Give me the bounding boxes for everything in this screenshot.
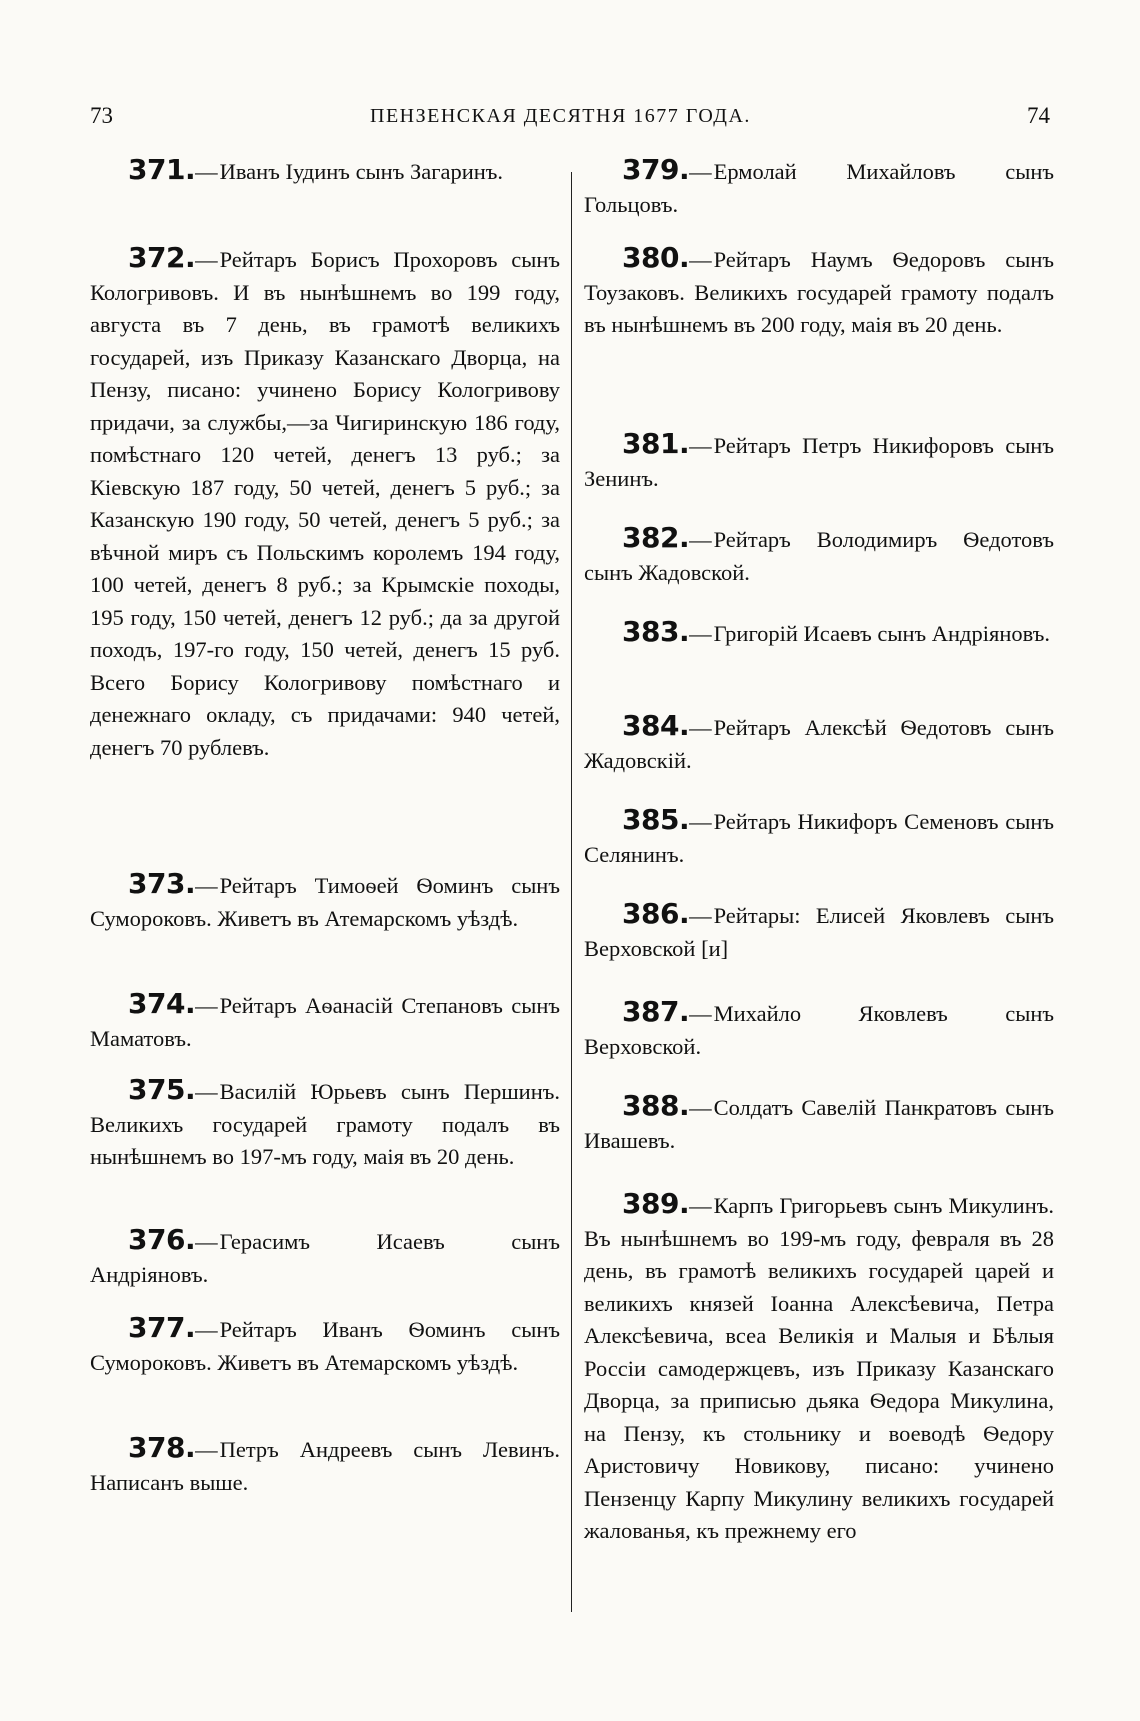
entry-number: 375. [128,1073,196,1106]
entry-number: 389. [622,1187,690,1220]
entry-text: Рейтаръ Володимиръ Ѳедотовъ сынъ Жадовской. [584,527,1054,585]
entry-number: 388. [622,1089,690,1122]
entry-number: 378. [128,1431,196,1464]
entry-text: Михайло Яковлевъ сынъ Верховской. [584,1001,1054,1059]
entry-number: 386. [622,897,690,930]
entry-385: 385.—Рейтаръ Никифоръ Семеновъ сынъ Селянинъ. [584,803,1054,867]
entry-number: 382. [622,521,690,554]
entry-386: 386.—Рейтары: Елисей Яковлевъ сынъ Верховской [и] [584,897,1054,961]
entry-text: Солдатъ Савелій Панкратовъ сынъ Ивашевъ. [584,1095,1054,1153]
entry-number: 377. [128,1311,196,1344]
entry-375: 375.—Василій Юрьевъ сынъ Першинъ. Великихъ государей грамоту подалъ въ нынѣшнемъ во 197-мъ году, маія въ 20 день. [90,1073,560,1169]
entry-text: Рейтары: Елисей Яковлевъ сынъ Верховской [и] [584,903,1054,961]
entry-number: 380. [622,241,690,274]
entry-text: Григорій Исаевъ сынъ Андріяновъ. [713,621,1050,646]
entry-389: 389.—Карпъ Григорьевъ сынъ Микулинъ. Въ нынѣшнемъ во 199-мъ году, февраля въ 28 день, въ грамотѣ великихъ государей царей и великихъ князей Іоанна Алексѣевича, Петра Алексѣевича, всеа Великія и Малыя и Бѣлыя Россіи самодержцевъ, изъ Приказу Казанскаго Дворца, за приписью дьяка Ѳедора Микулина, на Пензу, къ стольнику и воеводѣ Ѳедору Аристовичу Новикову, писано: учинено Пензенцу Карпу Микулину великихъ государей жалованья, къ прежнему его [584,1187,1054,1543]
column-divider [571,172,572,1612]
entry-text: Василій Юрьевъ сынъ Першинъ. Великихъ государей грамоту подалъ въ нынѣшнемъ во 197-мъ году, маія въ 20 день. [90,1079,560,1169]
entry-text: Рейтаръ Борисъ Прохоровъ сынъ Кологривовъ. И въ нынѣшнемъ во 199 году, августа въ 7 день, въ грамотѣ великихъ государей, изъ Приказу Казанскаго Дворца, на Пензу, писано: учинено Борису Кологривову придачи, за службы,—за Чигиринскую 186 году, помѣстнаго 120 четей, денегъ 13 руб.; за Кіевскую 187 году, 50 четей, денегъ 5 руб.; за Казанскую 190 году, 50 четей, денегъ 5 руб.; за вѣчной миръ съ Польскимъ королемъ 194 году, 100 четей, денегъ 8 руб.; за Крымскіе походы, 195 году, 150 четей, денегъ 12 руб.; да за другой походъ, 197-го году, 150 четей, денегъ 15 руб. Всего Борису Кологривову помѣстнаго и денежнаго окладу, съ придачами: 940 четей, денегъ 70 рублевъ. [90,247,560,760]
entry-377: 377.—Рейтаръ Иванъ Ѳоминъ сынъ Сумороковъ. Живетъ въ Атемарскомъ уѣздѣ. [90,1311,560,1375]
entry-383: 383.—Григорій Исаевъ сынъ Андріяновъ. [622,615,1050,648]
entry-381: 381.—Рейтаръ Петръ Никифоровъ сынъ Зенинъ. [584,427,1054,491]
entry-text: Рейтаръ Никифоръ Семеновъ сынъ Селянинъ. [584,809,1054,867]
entry-387: 387.—Михайло Яковлевъ сынъ Верховской. [584,995,1054,1059]
entry-number: 379. [622,153,690,186]
entry-number: 376. [128,1223,196,1256]
entry-text: Ермолай Михайловъ сынъ Гольцовъ. [584,159,1054,217]
running-title: ПЕНЗЕНСКАЯ ДЕСЯТНЯ 1677 ГОДА. [370,105,751,127]
entry-372: 372.—Рейтаръ Борисъ Прохоровъ сынъ Кологривовъ. И въ нынѣшнемъ во 199 году, августа въ 7 день, въ грамотѣ великихъ государей, изъ Приказу Казанскаго Дворца, на Пензу, писано: учинено Борису Кологривову придачи, за службы,—за Чигиринскую 186 году, помѣстнаго 120 четей, денегъ 13 руб.; за Кіевскую 187 году, 50 четей, денегъ 5 руб.; за Казанскую 190 году, 50 четей, денегъ 5 руб.; за вѣчной миръ съ Польскимъ королемъ 194 году, 100 четей, денегъ 8 руб.; за Крымскіе походы, 195 году, 150 четей, денегъ 12 руб.; да за другой походъ, 197-го году, 150 четей, денегъ 15 руб. Всего Борису Кологривову помѣстнаго и денежнаго окладу, съ придачами: 940 четей, денегъ 70 рублевъ. [90,241,560,760]
entry-text: Рейтаръ Алексѣй Ѳедотовъ сынъ Жадовскій. [584,715,1054,773]
entry-379: 379.—Ермолай Михайловъ сынъ Гольцовъ. [584,153,1054,217]
entry-382: 382.—Рейтаръ Володимиръ Ѳедотовъ сынъ Жадовской. [584,521,1054,585]
entry-text: Рейтаръ Иванъ Ѳоминъ сынъ Сумороковъ. Живетъ въ Атемарскомъ уѣздѣ. [90,1317,560,1375]
page-number-right: 74 [1027,103,1050,128]
entry-text: Карпъ Григорьевъ сынъ Микулинъ. Въ нынѣшнемъ во 199-мъ году, февраля въ 28 день, въ грамотѣ великихъ государей царей и великихъ князей Іоанна Алексѣевича, Петра Алексѣевича, всеа Великія и Малыя и Бѣлыя Россіи самодержцевъ, изъ Приказу Казанскаго Дворца, за приписью дьяка Ѳедора Микулина, на Пензу, къ стольнику и воеводѣ Ѳедору Аристовичу Новикову, писано: учинено Пензенцу Карпу Микулину великихъ государей жалованья, къ прежнему его [584,1193,1054,1543]
entry-number: 371. [128,153,196,186]
page-number-left: 73 [90,103,113,128]
entry-371: 371.—Иванъ Іудинъ сынъ Загаринъ. [128,153,504,186]
entry-number: 385. [622,803,690,836]
page-header [90,103,1050,137]
entry-374: 374.—Рейтаръ Аѳанасій Степановъ сынъ Маматовъ. [90,987,560,1051]
entry-384: 384.—Рейтаръ Алексѣй Ѳедотовъ сынъ Жадовскій. [584,709,1054,773]
entry-number: 383. [622,615,690,648]
entry-text: Герасимъ Исаевъ сынъ Андріяновъ. [90,1229,560,1287]
entry-388: 388.—Солдатъ Савелій Панкратовъ сынъ Ивашевъ. [584,1089,1054,1153]
entry-number: 384. [622,709,690,742]
entry-number: 387. [622,995,690,1028]
entry-number: 372. [128,241,196,274]
entry-376: 376.—Герасимъ Исаевъ сынъ Андріяновъ. [90,1223,560,1287]
entry-text: Иванъ Іудинъ сынъ Загаринъ. [219,159,504,184]
entry-number: 373. [128,867,196,900]
entry-373: 373.—Рейтаръ Тимоѳей Ѳоминъ сынъ Сумороковъ. Живетъ въ Атемарскомъ уѣздѣ. [90,867,560,931]
entry-text: Петръ Андреевъ сынъ Левинъ. Написанъ выше. [90,1437,560,1495]
entry-text: Рейтаръ Аѳанасій Степановъ сынъ Маматовъ. [90,993,560,1051]
entry-378: 378.—Петръ Андреевъ сынъ Левинъ. Написанъ выше. [90,1431,560,1495]
entry-text: Рейтаръ Наумъ Ѳедоровъ сынъ Тоузаковъ. Великихъ государей грамоту подалъ въ нынѣшнемъ въ 200 году, маія въ 20 день. [584,247,1054,337]
entry-text: Рейтаръ Петръ Никифоровъ сынъ Зенинъ. [584,433,1054,491]
entry-number: 374. [128,987,196,1020]
entry-380: 380.—Рейтаръ Наумъ Ѳедоровъ сынъ Тоузаковъ. Великихъ государей грамоту подалъ въ нынѣшнемъ въ 200 году, маія въ 20 день. [584,241,1054,337]
entry-text: Рейтаръ Тимоѳей Ѳоминъ сынъ Сумороковъ. Живетъ въ Атемарскомъ уѣздѣ. [90,873,560,931]
entry-number: 381. [622,427,690,460]
